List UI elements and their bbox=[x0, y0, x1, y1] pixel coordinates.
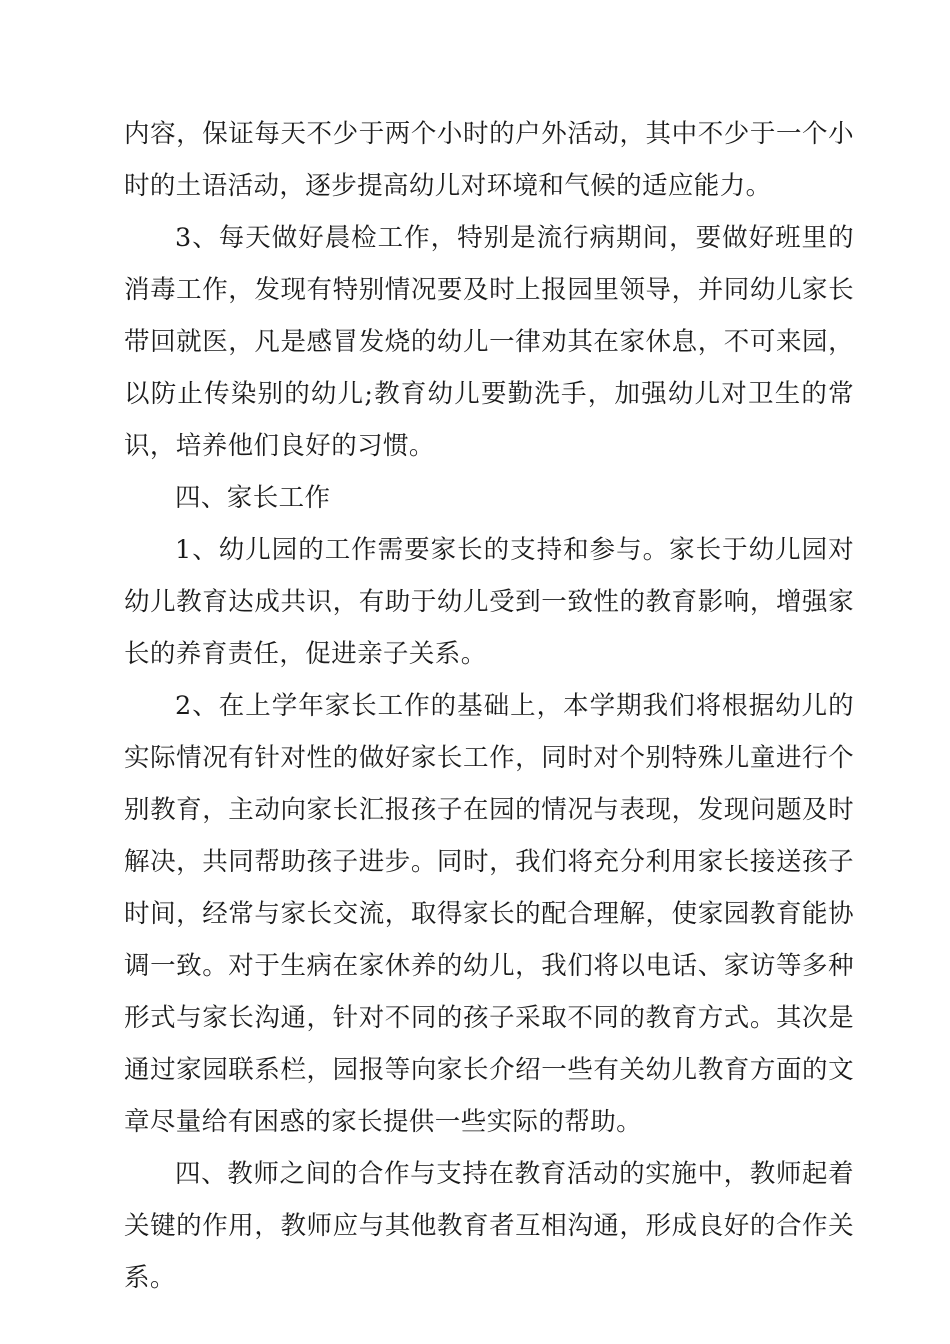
paragraph-item-2-parent-work-plan: 2、在上学年家长工作的基础上，本学期我们将根据幼儿的实际情况有针对性的做好家长工作，同时对个别特殊儿童进行个别教育，主动向家长汇报孩子在园的情况与表现，发现问题及时解决，共同帮助孩子进步。同时，我们将充分利用家长接送孩子时间，经常与家长交流，取得家长的配合理解，使家园教育能协调一致。对于生病在家休养的幼儿，我们将以电话、家访等多种形式与家长沟通，针对不同的孩子采取不同的教育方式。其次是通过家园联系栏，园报等向家长介绍一些有关幼儿教育方面的文章尽量给有困惑的家长提供一些实际的帮助。 bbox=[124, 691, 854, 1137]
section-heading-parent-work: 四、家长工作 bbox=[175, 483, 331, 513]
document-body bbox=[124, 108, 854, 1304]
paragraph-item-1-parent-support: 1、幼儿园的工作需要家长的支持和参与。家长于幼儿园对幼儿教育达成共识，有助于幼儿受到一致性的教育影响，增强家长的养育责任，促进亲子关系。 bbox=[124, 535, 854, 669]
paragraph-teacher-cooperation: 四、教师之间的合作与支持在教育活动的实施中，教师起着关键的作用，教师应与其他教育者互相沟通，形成良好的合作关系。 bbox=[124, 1159, 854, 1293]
paragraph-item-3-morning-check: 3、每天做好晨检工作，特别是流行病期间，要做好班里的消毒工作，发现有特别情况要及时上报园里领导，并同幼儿家长带回就医，凡是感冒发烧的幼儿一律劝其在家休息，不可来园，以防止传染别的幼儿;教育幼儿要勤洗手，加强幼儿对卫生的常识，培养他们良好的习惯。 bbox=[124, 223, 854, 461]
paragraph-continued-outdoor-activities: 内容，保证每天不少于两个小时的户外活动，其中不少于一个小时的土语活动，逐步提高幼儿对环境和气候的适应能力。 bbox=[124, 119, 854, 201]
